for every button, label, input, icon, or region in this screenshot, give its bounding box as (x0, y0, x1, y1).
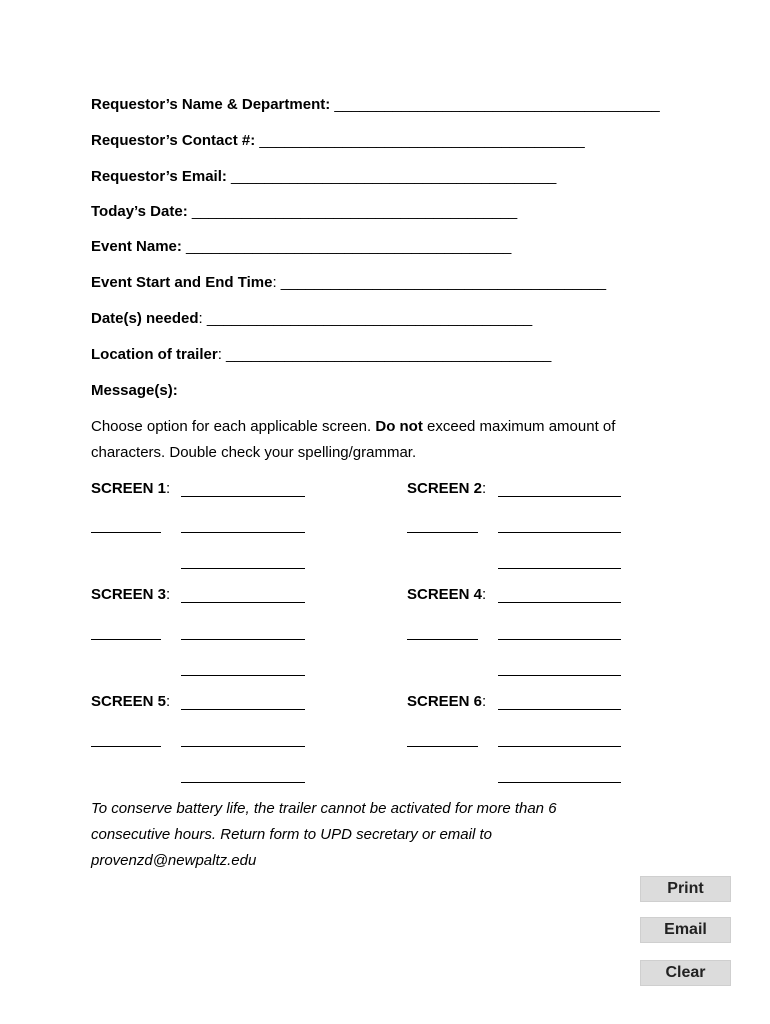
footer-note: To conserve battery life, the trailer cannot be activated for more than 6 consecutive hours. Return form to UPD secretary or email to provenzd@newpaltz.edu (91, 800, 557, 869)
field-colon: : (217, 346, 222, 363)
screen-4-label: SCREEN 4: (407, 586, 487, 603)
field-event-time (91, 274, 606, 292)
instructions-text: Choose option for each applicable screen. (91, 418, 376, 435)
screen-3-line-1[interactable] (181, 602, 305, 603)
screen-1-line-3[interactable] (181, 568, 305, 569)
screen-2-label: SCREEN 2: (407, 480, 487, 497)
screen-1-line-1[interactable] (181, 496, 305, 497)
print-button[interactable]: Print (640, 876, 731, 902)
field-label: Message(s): (91, 382, 178, 399)
field-label: Date(s) needed (91, 310, 199, 327)
field-requestor-contact (91, 132, 585, 150)
screen-3-line-3[interactable] (181, 675, 305, 676)
field-line[interactable]: _______________________________________ (206, 310, 533, 327)
screen-3-option-line[interactable] (91, 639, 161, 640)
instructions (91, 414, 691, 466)
field-label: Location of trailer (91, 346, 218, 363)
field-event-name (91, 238, 511, 256)
screen-3-line-2[interactable] (181, 639, 305, 640)
field-label: Requestor’s Name & Department: (91, 96, 331, 113)
field-label: Today’s Date: (91, 203, 188, 220)
field-label: Requestor’s Contact #: (91, 132, 256, 149)
screen-6-line-2[interactable] (498, 746, 621, 747)
screen-2-line-2[interactable] (498, 532, 621, 533)
field-line[interactable]: _______________________________________ (280, 274, 607, 291)
screen-4-line-2[interactable] (498, 639, 621, 640)
screen-6-line-1[interactable] (498, 709, 621, 710)
screen-1-option-line[interactable] (91, 532, 161, 533)
field-colon: : (198, 310, 203, 327)
field-label: Requestor’s Email: (91, 168, 227, 185)
screen-5-line-1[interactable] (181, 709, 305, 710)
field-line[interactable]: _______________________________________ (259, 132, 585, 149)
field-requestor-email (91, 168, 556, 186)
screen-5-line-2[interactable] (181, 746, 305, 747)
field-line[interactable]: _______________________________________ (191, 203, 518, 220)
screen-3-label: SCREEN 3: (91, 586, 171, 603)
screen-6-label: SCREEN 6: (407, 693, 487, 710)
field-label: Event Start and End Time (91, 274, 273, 291)
screen-4-line-3[interactable] (498, 675, 621, 676)
screen-4-line-1[interactable] (498, 602, 621, 603)
screen-5-line-3[interactable] (181, 782, 305, 783)
field-colon: : (272, 274, 277, 291)
screen-5-option-line[interactable] (91, 746, 161, 747)
screen-1-label: SCREEN 1: (91, 480, 171, 497)
screen-2-line-3[interactable] (498, 568, 621, 569)
screen-4-option-line[interactable] (407, 639, 478, 640)
email-button[interactable]: Email (640, 917, 731, 943)
field-dates-needed (91, 310, 532, 328)
screen-6-option-line[interactable] (407, 746, 478, 747)
field-line[interactable]: _______________________________________ (186, 238, 512, 255)
field-label: Event Name: (91, 238, 182, 255)
field-messages (91, 382, 178, 400)
instructions-emphasis: Do not (375, 418, 423, 435)
field-line[interactable]: _______________________________________ (226, 346, 552, 363)
field-line[interactable]: _______________________________________ (231, 168, 557, 185)
screen-2-line-1[interactable] (498, 496, 621, 497)
screen-2-option-line[interactable] (407, 532, 478, 533)
screen-5-label: SCREEN 5: (91, 693, 171, 710)
field-requestor-name (91, 96, 660, 114)
field-line[interactable]: _______________________________________ (334, 96, 660, 113)
screen-1-line-2[interactable] (181, 532, 305, 533)
field-location (91, 346, 551, 364)
field-todays-date (91, 203, 517, 221)
instructions-text: exceed maximum amount of characters. Double check your spelling/grammar. (91, 418, 616, 461)
screen-6-line-3[interactable] (498, 782, 621, 783)
clear-button[interactable]: Clear (640, 960, 731, 986)
